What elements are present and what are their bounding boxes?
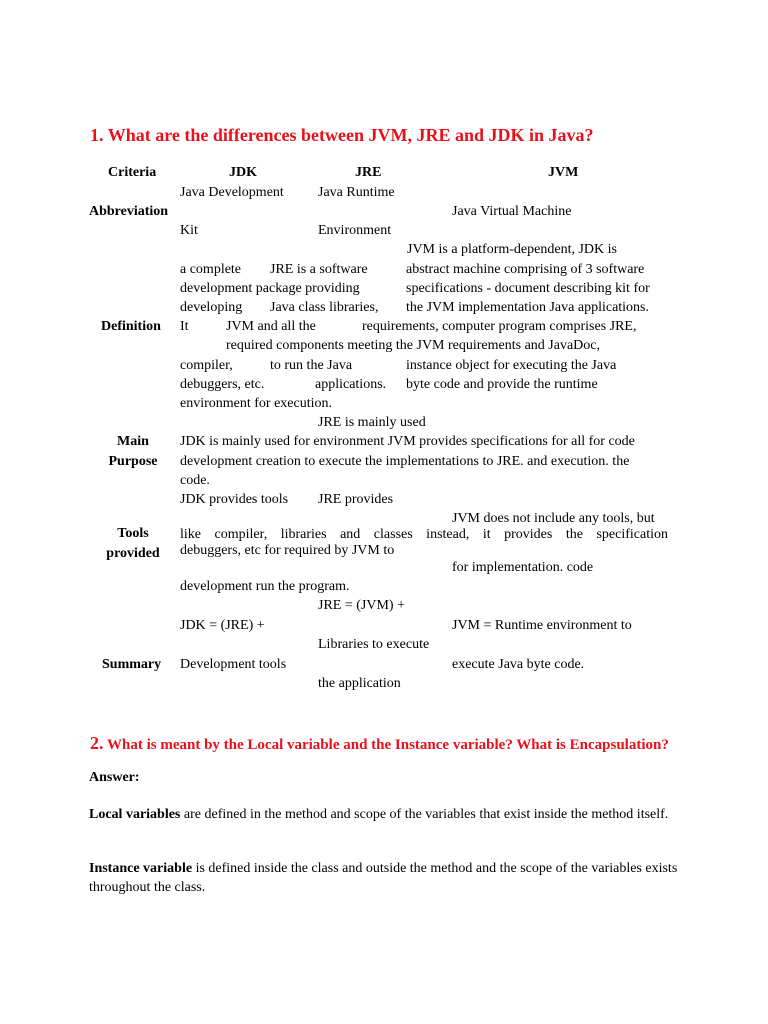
row-label-abbreviation: Abbreviation xyxy=(89,204,169,219)
definition-line: a complete xyxy=(180,262,242,277)
purpose-line: JRE is mainly used xyxy=(318,415,426,430)
header-jre: JRE xyxy=(355,165,382,180)
row-label-definition: Definition xyxy=(101,319,161,334)
tools-line: for implementation. code xyxy=(452,560,594,575)
local-variables-term: Local variables xyxy=(89,807,181,822)
summary-jdk-line1: JDK = (JRE) + xyxy=(180,618,265,633)
definition-line: abstract machine comprising of 3 software xyxy=(406,262,645,277)
question-1-number: 1. xyxy=(90,125,104,145)
abbreviation-jre-line2: Environment xyxy=(318,223,392,238)
definition-line: Java class libraries, xyxy=(270,300,379,315)
summary-jre-line1: JRE = (JVM) + xyxy=(318,598,405,613)
definition-line: applications. xyxy=(315,377,387,392)
purpose-line: JDK is mainly used for environment JVM provides specifications for all for code xyxy=(180,434,635,449)
definition-line: debuggers, etc. xyxy=(180,377,265,392)
definition-line: development package providing xyxy=(180,281,360,296)
abbreviation-jvm: Java Virtual Machine xyxy=(452,204,572,219)
definition-line: the JVM implementation Java applications. xyxy=(406,300,650,315)
question-1-title: What are the differences between JVM, JRE and JDK in Java? xyxy=(107,125,594,145)
header-jvm: JVM xyxy=(548,165,579,180)
definition-line: to run the Java xyxy=(270,358,353,373)
tools-line: JRE provides xyxy=(318,492,394,507)
definition-line: JVM is a platform-dependent, JDK is xyxy=(407,242,617,257)
header-criteria: Criteria xyxy=(108,165,157,180)
definition-line: required components meeting the JVM requirements and JavaDoc, xyxy=(226,338,601,353)
abbreviation-jdk-line2: Kit xyxy=(180,223,198,238)
tools-line: JVM does not include any tools, but xyxy=(452,511,655,526)
answer-label: Answer: xyxy=(89,770,140,785)
definition-line: developing xyxy=(180,300,243,315)
instance-variable-text: is defined inside the class and outside the method and the scope of the variables exists throughout the class. xyxy=(89,861,678,895)
abbreviation-jre-line1: Java Runtime xyxy=(318,185,395,200)
summary-jvm-line1: JVM = Runtime environment to xyxy=(452,618,632,633)
local-variables-paragraph xyxy=(89,805,679,824)
definition-line: It xyxy=(180,319,189,334)
row-label-main-purpose-line1: Main xyxy=(117,434,149,449)
row-label-main-purpose-line2: Purpose xyxy=(108,454,158,469)
definition-line: JRE is a software xyxy=(270,262,368,277)
local-variables-text: are defined in the method and scope of the variables that exist inside the method itself. xyxy=(180,807,669,822)
purpose-line: development creation to execute the implementations to JRE. and execution. the xyxy=(180,454,630,469)
summary-jre-line3: the application xyxy=(318,676,401,691)
tools-line: debuggers, etc for required by JVM to xyxy=(180,543,395,558)
abbreviation-jdk-line1: Java Development xyxy=(180,185,284,200)
question-1-heading xyxy=(90,124,594,146)
instance-variable-paragraph xyxy=(89,859,679,897)
question-2-title: What is meant by the Local variable and the Instance variable? What is Encapsulation? xyxy=(106,737,669,753)
definition-line: JVM and all the xyxy=(226,319,316,334)
tools-line: development run the program. xyxy=(180,579,350,594)
definition-line: compiler, xyxy=(180,358,233,373)
header-jdk: JDK xyxy=(229,165,257,180)
definition-line: environment for execution. xyxy=(180,396,333,411)
tools-line: JDK provides tools xyxy=(180,492,289,507)
row-label-tools-line2: provided xyxy=(106,546,160,561)
instance-variable-term: Instance variable xyxy=(89,861,193,876)
summary-jdk-line2: Development tools xyxy=(180,657,287,672)
tools-line: like compiler, libraries and classes instead, it provides the specification xyxy=(180,527,668,542)
definition-line: byte code and provide the runtime xyxy=(406,377,598,392)
definition-line: specifications - document describing kit for xyxy=(406,281,650,296)
definition-line: instance object for executing the Java xyxy=(406,358,617,373)
row-label-summary: Summary xyxy=(102,657,162,672)
summary-jvm-line2: execute Java byte code. xyxy=(452,657,585,672)
definition-line: requirements, computer program comprises JRE, xyxy=(362,319,637,334)
row-label-tools-line1: Tools xyxy=(117,526,149,541)
question-2-heading xyxy=(90,733,669,755)
summary-jre-line2: Libraries to execute xyxy=(318,637,430,652)
question-2-number: 2. xyxy=(90,733,104,753)
purpose-line: code. xyxy=(180,473,210,488)
